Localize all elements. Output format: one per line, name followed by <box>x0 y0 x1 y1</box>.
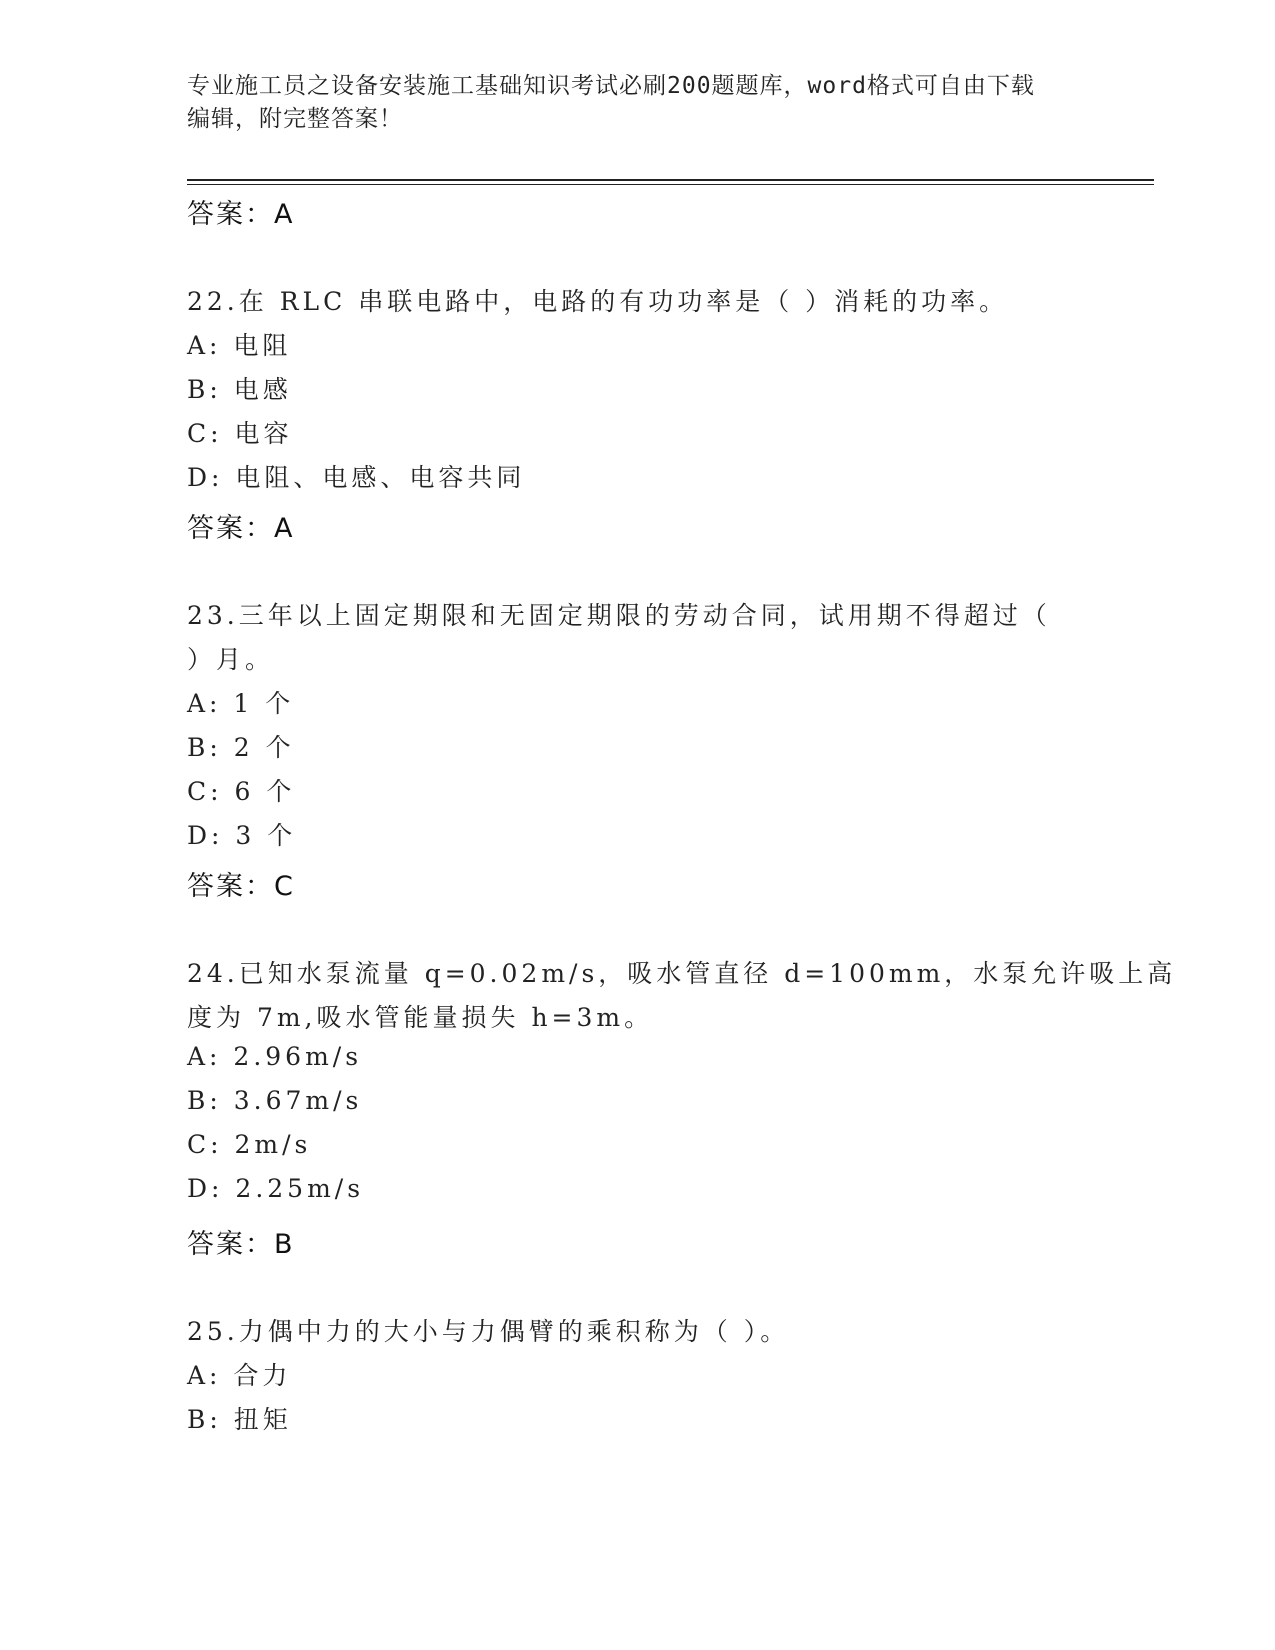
q24-stem-line-1: 24.已知水泵流量 q=0.02m/s，吸水管直径 d=100mm，水泵允许吸上高 <box>187 959 1177 988</box>
previous-answer: 答案：A <box>187 199 295 230</box>
q22-option-c: C: 电容 <box>187 419 293 448</box>
q22-option-d: D: 电阻、电感、电容共同 <box>187 463 526 492</box>
page-header <box>187 70 1087 136</box>
q23-option-d: D: 3 个 <box>187 821 297 850</box>
q25-stem: 25.力偶中力的大小与力偶臂的乘积称为（ ）。 <box>187 1317 790 1346</box>
header-line-2: 编辑，附完整答案！ <box>187 106 403 132</box>
q23-stem-line-1: 23.三年以上固定期限和无固定期限的劳动合同，试用期不得超过（ <box>187 601 1051 630</box>
q25-option-b: B: 扭矩 <box>187 1405 292 1434</box>
q23-option-a: A: 1 个 <box>187 689 295 718</box>
q24-option-d: D: 2.25m/s <box>187 1174 365 1203</box>
q23-option-b: B: 2 个 <box>187 733 295 762</box>
q23-stem-line-2: ）月。 <box>187 645 275 674</box>
q22-option-b: B: 电感 <box>187 375 292 404</box>
q24-option-a: A: 2.96m/s <box>187 1042 363 1071</box>
q24-option-b: B: 3.67m/s <box>187 1086 363 1115</box>
header-line-1: 专业施工员之设备安装施工基础知识考试必刷200题题库，word格式可自由下载 <box>187 73 1035 99</box>
q24-answer: 答案：B <box>187 1229 295 1260</box>
q24-option-c: C: 2m/s <box>187 1130 312 1159</box>
q22-stem: 22.在 RLC 串联电路中，电路的有功功率是（ ）消耗的功率。 <box>187 287 1009 316</box>
header-divider-thin <box>187 184 1154 185</box>
q22-answer: 答案：A <box>187 513 295 544</box>
header-divider-thick <box>187 179 1154 181</box>
q24-stem-line-2: 度为 7m,吸水管能量损失 h=3m。 <box>187 1003 654 1032</box>
q23-answer: 答案：C <box>187 871 295 902</box>
q25-option-a: A: 合力 <box>187 1361 292 1390</box>
q22-option-a: A: 电阻 <box>187 331 292 360</box>
q23-option-c: C: 6 个 <box>187 777 296 806</box>
